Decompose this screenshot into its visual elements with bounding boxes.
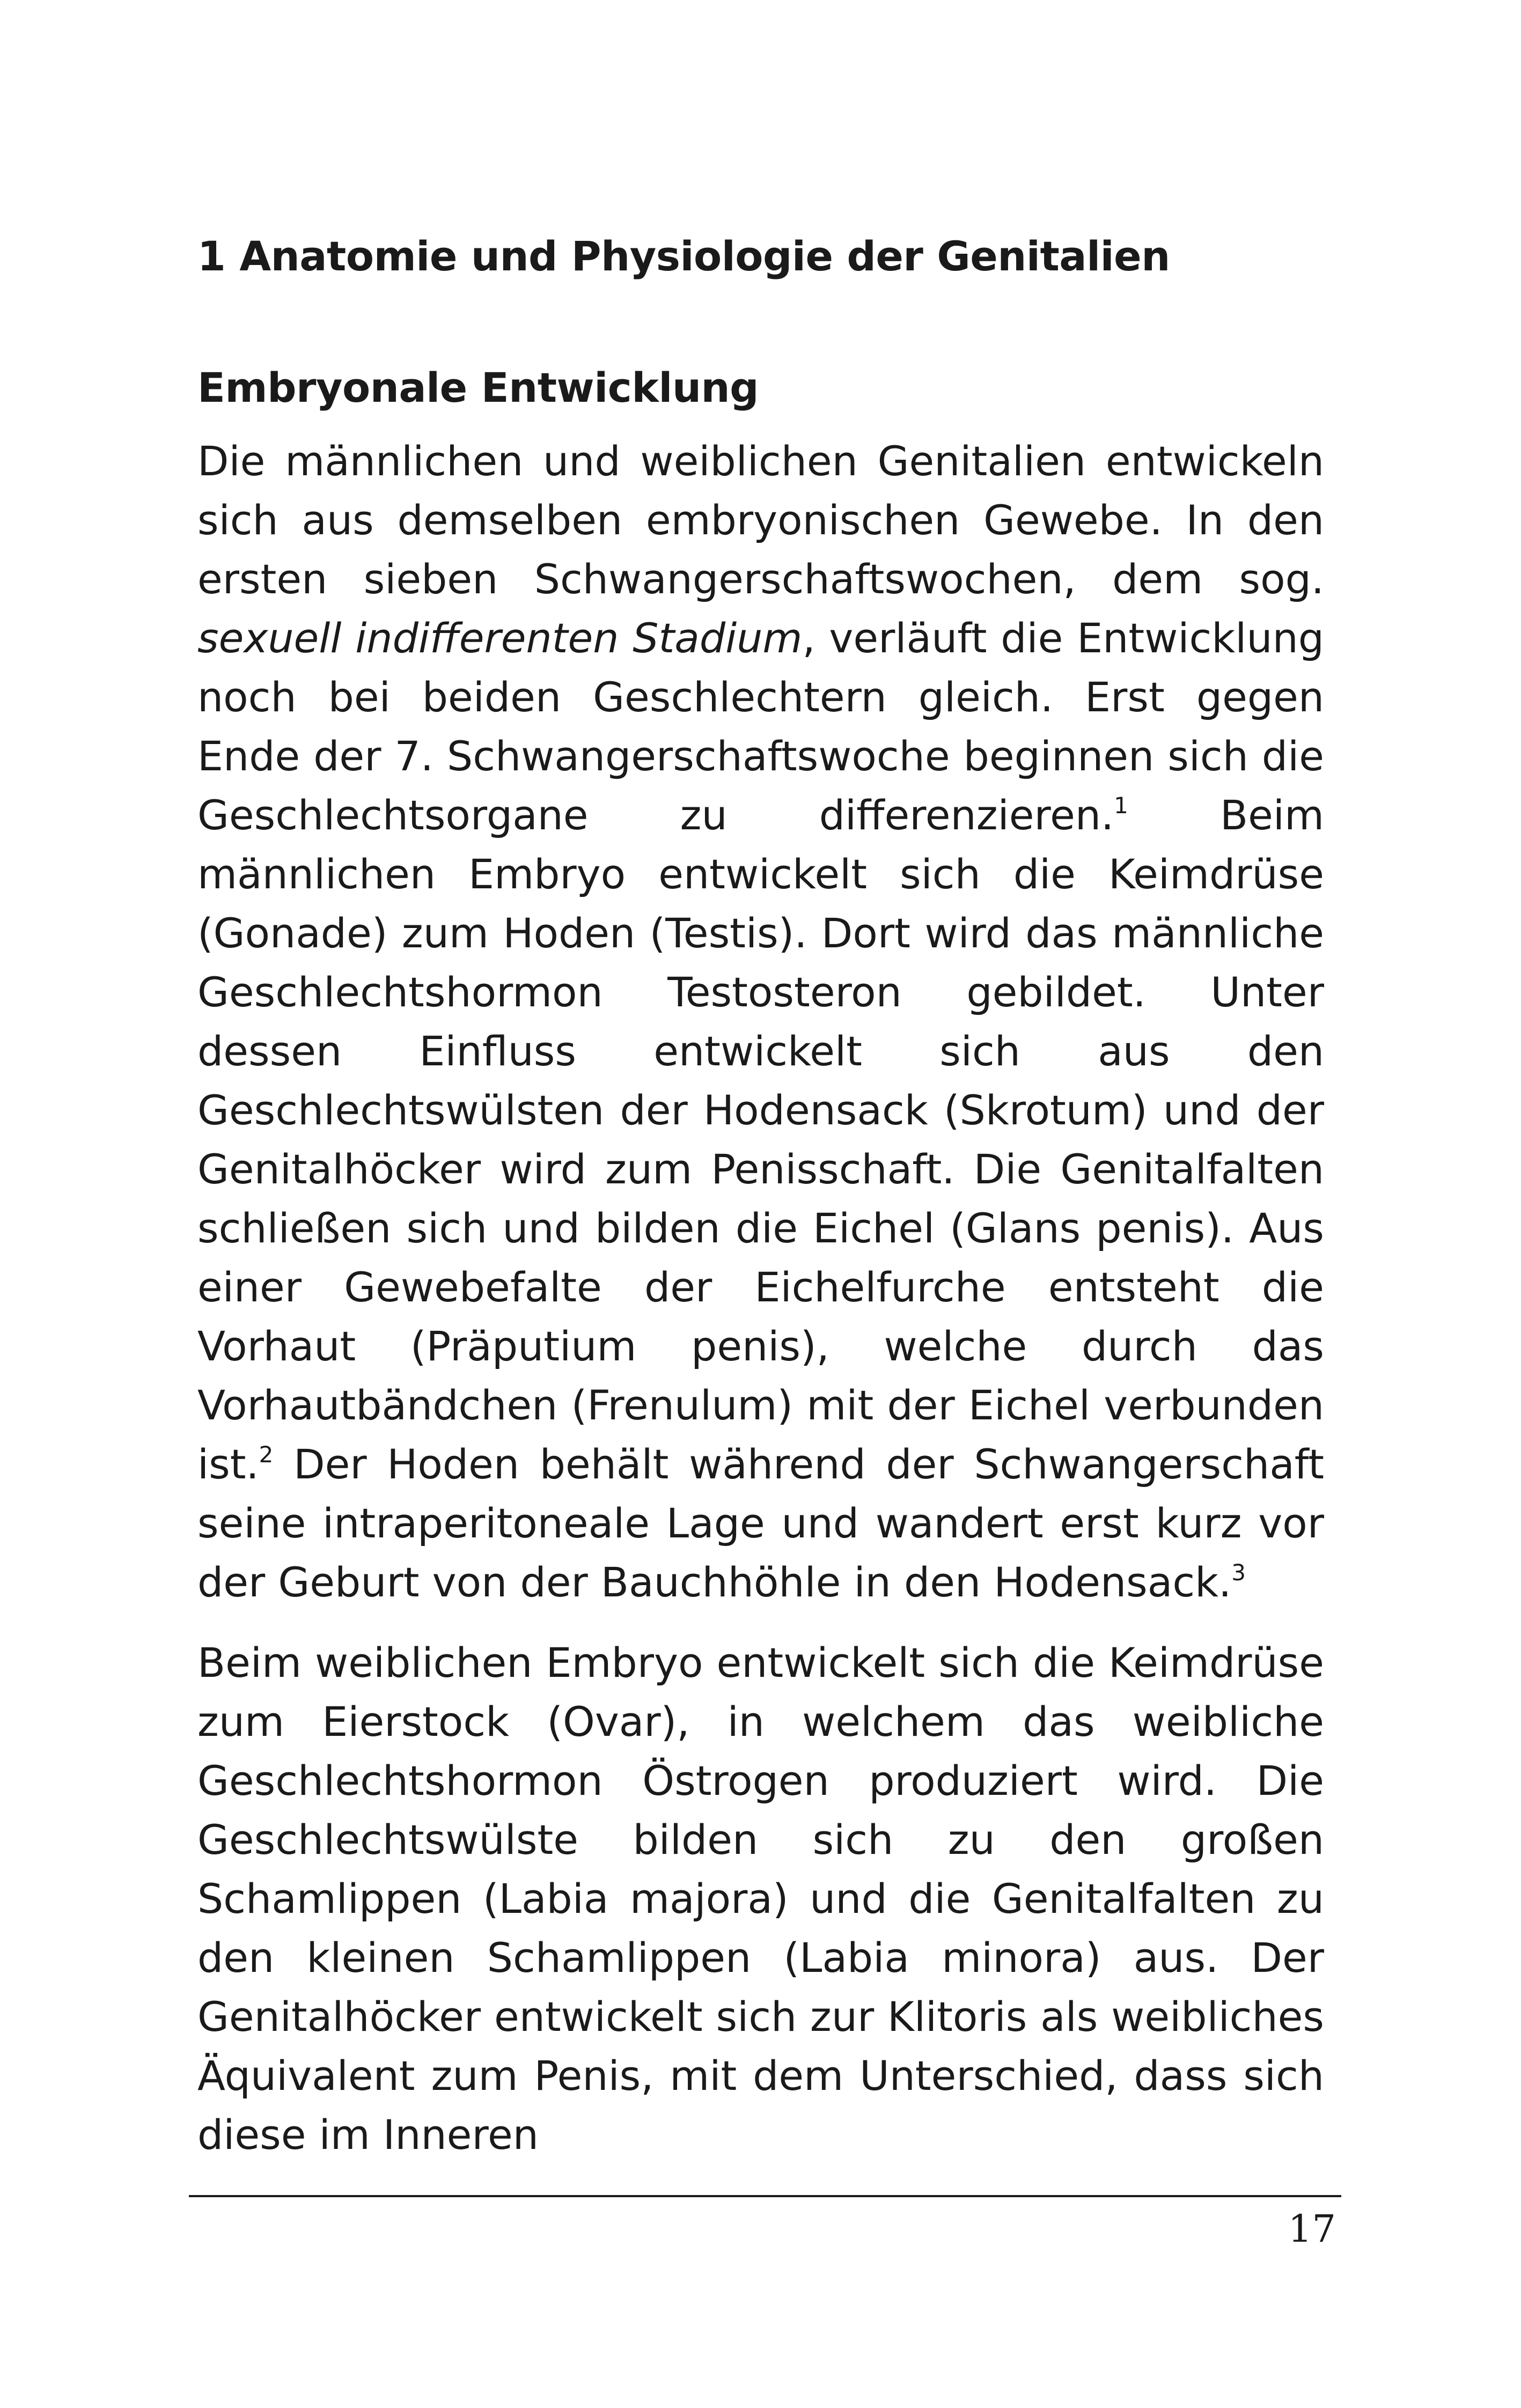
text-run: , verläuft die Entwicklung noch bei beiden Geschlechtern gleich. Erst gegen Ende der 7. Schwangerschaftswoche beginnen sich die Geschlechtsorgane zu differenzieren. xyxy=(197,614,1324,839)
paragraph-male-development xyxy=(197,432,1324,1612)
chapter-title: 1 Anatomie und Physiologie der Genitalien xyxy=(197,232,1170,280)
page-number: 17 xyxy=(1288,2207,1336,2251)
paragraph-female-development xyxy=(197,1633,1324,2164)
text-run: Die männlichen und weiblichen Genitalien entwickeln sich aus demselben embryonischen Gewebe. In den ersten sieben Schwangerschaftswochen, dem sog. xyxy=(197,437,1324,603)
text-run: Beim weiblichen Embryo entwickelt sich die Keimdrüse zum Eierstock (Ovar), in welchem das weibliche Geschlechtshormon Östrogen produziert wird. Die Geschlechtswülste bilden sich zu den großen Schamlippen (Labia majora) und die Genitalfalten zu den kleinen Schamlippen (Labia minora) aus. Der Genitalhöcker entwickelt sich zur Klitoris als weibliches Äquivalent zum Penis, mit dem Unterschied, dass sich diese im Inneren xyxy=(197,1639,1324,2159)
text-run: Beim männlichen Embryo entwickelt sich die Keimdrüse (Gonade) zum Hoden (Testis). Dort wird das männliche Geschlechtshormon Testosteron gebildet. Unter dessen Einfluss entwickelt sich aus den Geschlechtswülsten der Hodensack (Skrotum) und der Genitalhöcker wird zum Penisschaft. Die Genitalfalten schließen sich und bilden die Eichel (Glans penis). Aus einer Gewebefalte der Eichelfurche entsteht die Vorhaut (Präputium penis), welche durch das Vorhautbändchen (Frenulum) mit der Eichel verbunden ist. xyxy=(197,791,1324,1488)
italic-term: sexuell indifferenten Stadium xyxy=(197,614,803,662)
footer-divider xyxy=(189,2195,1341,2197)
section-title: Embryonale Entwicklung xyxy=(197,364,759,411)
footnote-ref-2[interactable]: 2 xyxy=(259,1441,274,1468)
text-run: Der Hoden behält während der Schwangerschaft seine intraperitoneale Lage und wandert erst kurz vor der Geburt von der Bauchhöhle in den Hodensack. xyxy=(197,1440,1324,1606)
page-content xyxy=(197,231,1324,2164)
footnote-ref-1[interactable]: 1 xyxy=(1114,792,1128,819)
footnote-ref-3[interactable]: 3 xyxy=(1231,1559,1246,1586)
